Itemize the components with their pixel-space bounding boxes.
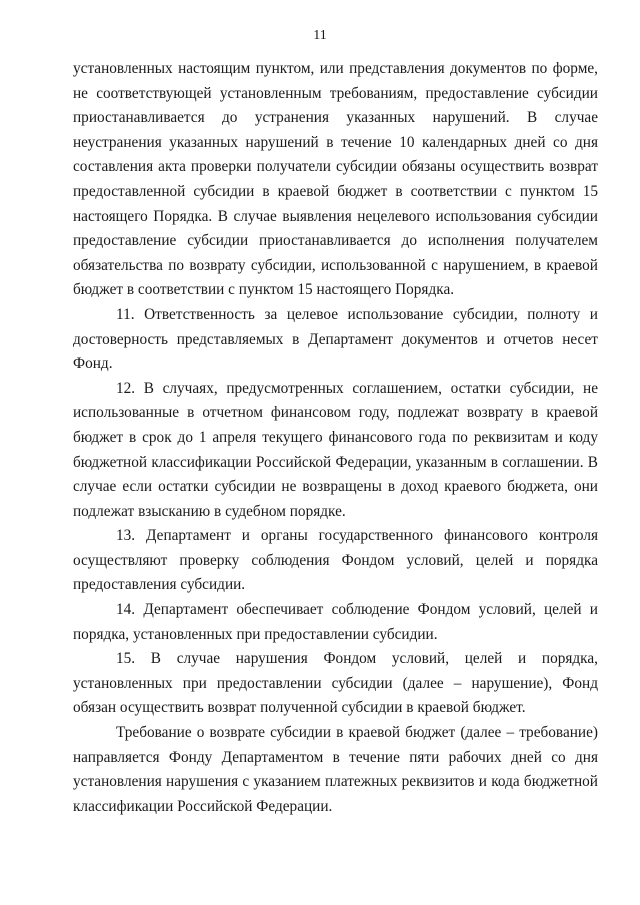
paragraph-item-15: 15. В случае нарушения Фондом условий, целей и порядка, установленных при предоставлении субсидии (далее – нарушение), Фонд обязан осуществить возврат полученной субсидии в краевой бюджет. [73,650,598,717]
paragraph-item-11: 11. Ответственность за целевое использование субсидии, полноту и достоверность представляемых в Департамент документов и отчетов несет Фонд. [73,305,598,373]
paragraph-requirement: Требование о возврате субсидии в краевой бюджет (далее – требование) направляется Фонду Департаментом в течение пяти рабочих дней со дня установления нарушения с указанием платежных реквизитов и кода бюджетной классификации Российской Федерации. [73,724,598,815]
document-body [73,57,598,819]
paragraph-item-13: 13. Департамент и органы государственного финансового контроля осуществляют проверку соблюдения Фондом условий, целей и порядка предоставления субсидии. [73,527,598,594]
paragraph-item-12: 12. В случаях, предусмотренных соглашением, остатки субсидии, не использованные в отчетном финансовом году, подлежат возврату в краевой бюджет в срок до 1 апреля текущего финансового года по реквизитам и коду бюджетной классификации Российской Федерации, указанным в соглашении. В случае если остатки субсидии не возвращены в доход краевого бюджета, они подлежат взысканию в судебном порядке. [73,379,598,520]
paragraph-item-14: 14. Департамент обеспечивает соблюдение Фондом условий, целей и порядка, установленных при предоставлении субсидии. [73,601,598,643]
page-number: 11 [313,28,327,43]
paragraph-continuation: установленных настоящим пунктом, или представления документов по форме, не соответствующей установленным требованиям, предоставление субсидии приостанавливается до устранения указанных нарушений. В случае неустранения указанных нарушений в течение 10 календарных дней со дня составления акта проверки получатели субсидии обязаны осуществить возврат предоставленной субсидии в краевой бюджет в соответствии с пунктом 15 настоящего Порядка. В случае выявления нецелевого использования субсидии предоставление субсидии приостанавливается до исполнения получателем обязательства по возврату субсидии, использованной с нарушением, в краевой бюджет в соответствии с пунктом 15 настоящего Порядка. [73,60,598,299]
